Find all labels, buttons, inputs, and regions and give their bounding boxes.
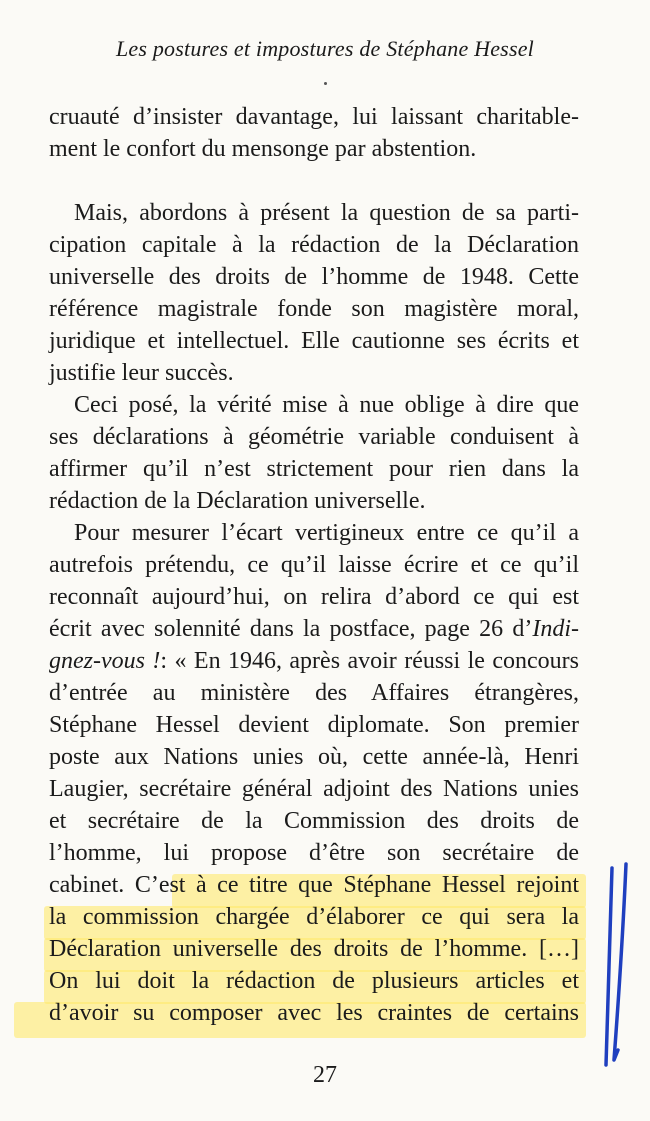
text-line	[49, 612, 579, 646]
text-line: l’homme, lui propose d’être son secrétaire de	[49, 840, 579, 866]
text-line: justifie leur succès.	[49, 360, 234, 386]
text-line: Déclaration universelle des droits de l’homme. […]	[49, 936, 579, 962]
text-line: Stéphane Hessel devient diplomate. Son premier	[49, 712, 579, 738]
text-line: poste aux Nations unies où, cette année-là, Henri	[49, 744, 579, 770]
text-line: référence magistrale fonde son magistère moral,	[49, 296, 579, 322]
book-title-segment: gnez-vous !	[49, 648, 161, 674]
text-line	[49, 644, 579, 678]
text-line: reconnaît aujourd’hui, on relira d’abord ce qui est	[49, 584, 579, 610]
text-line: On lui doit la rédaction de plusieurs articles et	[49, 968, 579, 994]
text-line: Pour mesurer l’écart vertigineux entre ce qu’il a	[74, 520, 579, 546]
text-line: autrefois prétendu, ce qu’il laisse écrire et ce qu’il	[49, 552, 579, 578]
text-line: cipation capitale à la rédaction de la Déclaration	[49, 232, 579, 258]
pen-mark-icon	[590, 860, 640, 1080]
text-line: ses déclarations à géométrie variable conduisent à	[49, 424, 579, 450]
text-line: la commission chargée d’élaborer ce qui sera la	[49, 904, 579, 930]
text-segment: : « En 1946, après avoir réussi le concours	[160, 648, 579, 674]
text-line: affirmer qu’il n’est strictement pour rien dans la	[49, 456, 579, 482]
text-line: Laugier, secrétaire général adjoint des Nations unies	[49, 776, 579, 802]
text-line: cabinet. C’est à ce titre que Stéphane Hessel rejoint	[49, 872, 579, 898]
text-line: et secrétaire de la Commission des droits de	[49, 808, 579, 834]
ink-dot	[324, 82, 327, 85]
book-title-segment: Indi-	[532, 616, 579, 642]
text-line: ment le confort du mensonge par abstention.	[49, 136, 477, 162]
text-line: d’entrée au ministère des Affaires étrangères,	[49, 680, 579, 706]
text-line: d’avoir su composer avec les craintes de certains	[49, 1000, 579, 1026]
text-line: rédaction de la Déclaration universelle.	[49, 488, 426, 514]
page-number: 27	[313, 1062, 337, 1088]
text-line: juridique et intellectuel. Elle cautionne ses écrits et	[49, 328, 579, 354]
text-line: universelle des droits de l’homme de 1948. Cette	[49, 264, 579, 290]
text-line: Ceci posé, la vérité mise à nue oblige à dire que	[74, 392, 579, 418]
text-segment: écrit avec solennité dans la postface, page 26 d’	[49, 616, 533, 642]
running-head: Les postures et impostures de Stéphane Hessel	[116, 36, 534, 61]
text-line: cruauté d’insister davantage, lui laissant charitable-	[49, 104, 579, 130]
text-line: Mais, abordons à présent la question de sa parti-	[74, 200, 579, 226]
